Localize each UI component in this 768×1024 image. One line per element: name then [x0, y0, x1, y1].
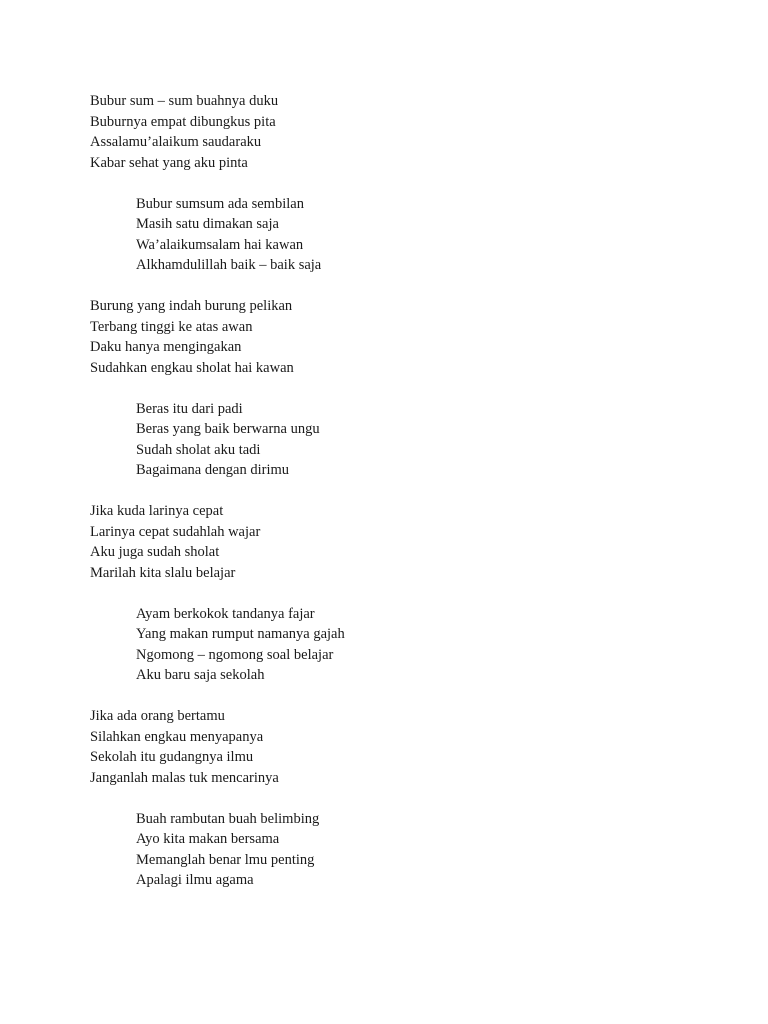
stanza-8 — [90, 809, 345, 891]
poem-line: Sudahkan engkau sholat hai kawan — [90, 359, 294, 376]
pantun-poem — [90, 91, 345, 911]
poem-line: Aku juga sudah sholat — [90, 544, 220, 560]
poem-line: Kabar sehat yang aku pinta — [90, 154, 248, 171]
poem-line: Beras itu dari padi — [136, 400, 243, 417]
poem-line: Bubur sumsum ada sembilan — [136, 195, 304, 212]
stanza-7 — [90, 706, 345, 788]
poem-line: Apalagi ilmu agama — [136, 872, 254, 888]
poem-line: Jika ada orang bertamu — [90, 708, 225, 724]
poem-line: Ngomong – ngomong soal belajar — [136, 646, 334, 663]
poem-line: Ayam berkokok tandanya fajar — [136, 605, 315, 622]
poem-line: Larinya cepat sudahlah wajar — [90, 523, 261, 540]
poem-line: Wa’alaikumsalam hai kawan — [136, 236, 304, 253]
stanza-4 — [90, 399, 345, 481]
poem-line: Aku baru saja sekolah — [136, 667, 265, 683]
poem-line: Janganlah malas tuk mencarinya — [90, 769, 279, 786]
poem-line: Burung yang indah burung pelikan — [90, 298, 293, 314]
poem-line: Buburnya empat dibungkus pita — [90, 113, 276, 130]
poem-line: Jika kuda larinya cepat — [90, 503, 224, 519]
stanza-2 — [90, 194, 345, 276]
poem-line: Marilah kita slalu belajar — [90, 564, 236, 581]
poem-line: Daku hanya mengingakan — [90, 339, 242, 355]
poem-line: Bagaimana dengan dirimu — [136, 462, 290, 478]
stanza-5 — [90, 501, 345, 583]
poem-line: Terbang tinggi ke atas awan — [90, 318, 253, 335]
poem-line: Sudah sholat aku tadi — [136, 441, 261, 458]
poem-line: Assalamu’alaikum saudaraku — [90, 134, 262, 150]
stanza-1 — [90, 91, 345, 173]
stanza-3 — [90, 296, 345, 378]
poem-line: Bubur sum – sum buahnya duku — [90, 93, 279, 109]
poem-line: Alkhamdulillah baik – baik saja — [136, 257, 322, 273]
poem-line: Sekolah itu gudangnya ilmu — [90, 749, 254, 765]
poem-line: Buah rambutan buah belimbing — [136, 810, 320, 827]
poem-line: Masih satu dimakan saja — [136, 216, 279, 232]
poem-line: Beras yang baik berwarna ungu — [136, 421, 320, 437]
poem-line: Memanglah benar lmu penting — [136, 851, 315, 868]
poem-line: Silahkan engkau menyapanya — [90, 728, 264, 745]
poem-line: Yang makan rumput namanya gajah — [136, 626, 345, 642]
poem-line: Ayo kita makan bersama — [136, 831, 280, 847]
stanza-6 — [90, 604, 345, 686]
